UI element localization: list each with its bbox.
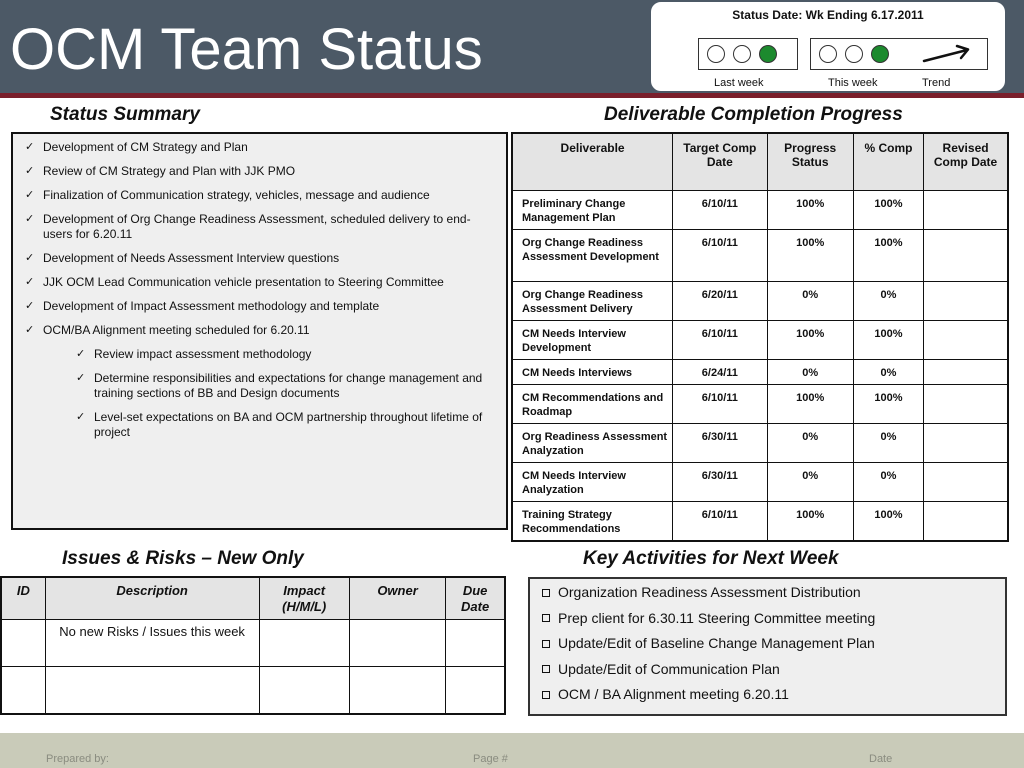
table-row xyxy=(1,667,505,715)
checkmark-icon: ✓ xyxy=(25,213,35,225)
target-date: 6/24/11 xyxy=(673,360,767,385)
issues-risks-title: Issues & Risks – New Only xyxy=(62,548,304,569)
footer-page-number: Page # xyxy=(473,753,508,765)
percent-comp: 100% xyxy=(853,385,923,424)
revised-date xyxy=(924,360,1008,385)
percent-comp: 0% xyxy=(853,360,923,385)
summary-item-text: JJK OCM Lead Communication vehicle presentation to Steering Committee xyxy=(43,275,444,289)
issue-due-date xyxy=(446,620,505,667)
summary-item xyxy=(25,299,496,314)
checkmark-icon: ✓ xyxy=(25,165,35,177)
target-date: 6/10/11 xyxy=(673,385,767,424)
issues-table xyxy=(0,576,506,715)
table-row xyxy=(512,385,1008,424)
issue-description: No new Risks / Issues this week xyxy=(45,620,259,667)
header-id: ID xyxy=(1,577,45,620)
checkmark-icon: ✓ xyxy=(25,141,35,153)
deliverable-name: Org Change Readiness Assessment Development xyxy=(512,230,673,282)
table-row xyxy=(1,620,505,667)
checkbox-bullet-icon xyxy=(542,614,550,622)
summary-item-text: Development of Impact Assessment methodology and template xyxy=(43,299,380,313)
summary-item-text: Determine responsibilities and expectations for change management and training sections of BB and Design documents xyxy=(94,371,483,400)
checkbox-bullet-icon xyxy=(542,589,550,597)
progress-status: 100% xyxy=(767,385,853,424)
footer-bar xyxy=(0,733,1024,768)
trend-label: Trend xyxy=(922,77,951,89)
status-summary-box xyxy=(11,132,508,530)
revised-date xyxy=(924,424,1008,463)
header-target-date: Target Comp Date xyxy=(673,133,767,191)
revised-date xyxy=(924,282,1008,321)
percent-comp: 0% xyxy=(853,463,923,502)
summary-item xyxy=(76,371,496,401)
issue-id xyxy=(1,620,45,667)
target-date: 6/30/11 xyxy=(673,424,767,463)
issue-impact xyxy=(259,620,349,667)
checkmark-icon: ✓ xyxy=(76,411,86,423)
table-row xyxy=(512,282,1008,321)
header-impact: Impact (H/M/L) xyxy=(259,577,349,620)
activity-text: Organization Readiness Assessment Distribution xyxy=(558,584,861,600)
last-week-light-3-icon xyxy=(759,45,777,63)
issue-impact xyxy=(259,667,349,715)
revised-date xyxy=(924,191,1008,230)
target-date: 6/10/11 xyxy=(673,191,767,230)
target-date: 6/10/11 xyxy=(673,230,767,282)
summary-item-text: Review impact assessment methodology xyxy=(94,347,312,361)
checkmark-icon: ✓ xyxy=(25,300,35,312)
summary-item-text: Finalization of Communication strategy, vehicles, message and audience xyxy=(43,188,430,202)
last-week-light-1-icon xyxy=(707,45,725,63)
key-activities-list xyxy=(542,584,997,703)
checkbox-bullet-icon xyxy=(542,665,550,673)
deliverable-name: Org Change Readiness Assessment Delivery xyxy=(512,282,673,321)
revised-date xyxy=(924,502,1008,542)
checkmark-icon: ✓ xyxy=(76,348,86,360)
deliverable-progress-title: Deliverable Completion Progress xyxy=(604,104,903,125)
revised-date xyxy=(924,321,1008,360)
activity-text: Update/Edit of Communication Plan xyxy=(558,660,780,677)
summary-item xyxy=(76,347,496,362)
last-week-lights xyxy=(698,38,798,70)
this-week-lights xyxy=(810,38,988,70)
percent-comp: 100% xyxy=(853,502,923,542)
deliverable-name: CM Needs Interview Development xyxy=(512,321,673,360)
checkmark-icon: ✓ xyxy=(76,372,86,384)
table-row xyxy=(512,502,1008,542)
table-row xyxy=(512,191,1008,230)
issue-owner xyxy=(349,620,445,667)
checkbox-bullet-icon xyxy=(542,640,550,648)
summary-item xyxy=(25,188,496,203)
percent-comp: 100% xyxy=(853,321,923,360)
progress-status: 100% xyxy=(767,321,853,360)
activity-text: OCM / BA Alignment meeting 6.20.11 xyxy=(558,686,789,703)
progress-status: 0% xyxy=(767,463,853,502)
last-week-light-2-icon xyxy=(733,45,751,63)
list-item xyxy=(542,661,997,678)
target-date: 6/10/11 xyxy=(673,321,767,360)
summary-item-text: Development of Org Change Readiness Assessment, scheduled delivery to end-users for 6.20.11 xyxy=(43,212,471,241)
deliverables-table xyxy=(511,132,1009,542)
percent-comp: 100% xyxy=(853,230,923,282)
table-row xyxy=(512,360,1008,385)
list-item xyxy=(542,584,997,601)
target-date: 6/20/11 xyxy=(673,282,767,321)
issues-header-row xyxy=(1,577,505,620)
target-date: 6/10/11 xyxy=(673,502,767,542)
activity-text: Update/Edit of Baseline Change Management Plan xyxy=(558,635,875,652)
status-date: Status Date: Wk Ending 6.17.2011 xyxy=(732,8,924,22)
progress-status: 100% xyxy=(767,230,853,282)
header-progress-status: Progress Status xyxy=(767,133,853,191)
percent-comp: 100% xyxy=(853,191,923,230)
last-week-label: Last week xyxy=(714,77,764,89)
progress-status: 100% xyxy=(767,191,853,230)
summary-item xyxy=(25,323,496,338)
this-week-light-3-icon xyxy=(871,45,889,63)
table-row xyxy=(512,424,1008,463)
deliverables-header-row xyxy=(512,133,1008,191)
checkmark-icon: ✓ xyxy=(25,189,35,201)
progress-status: 100% xyxy=(767,502,853,542)
deliverable-name: CM Needs Interviews xyxy=(512,360,673,385)
summary-item xyxy=(25,140,496,155)
percent-comp: 0% xyxy=(853,282,923,321)
deliverable-name: CM Recommendations and Roadmap xyxy=(512,385,673,424)
issue-due-date xyxy=(446,667,505,715)
summary-item-text: Development of Needs Assessment Interview questions xyxy=(43,251,340,265)
summary-item xyxy=(25,275,496,290)
table-row xyxy=(512,463,1008,502)
footer-date: Date xyxy=(869,753,893,765)
issue-owner xyxy=(349,667,445,715)
header-percent-comp: % Comp xyxy=(853,133,923,191)
deliverable-name: CM Needs Interview Analyzation xyxy=(512,463,673,502)
header-deliverable: Deliverable xyxy=(512,133,673,191)
target-date: 6/30/11 xyxy=(673,463,767,502)
progress-status: 0% xyxy=(767,424,853,463)
deliverable-name: Org Readiness Assessment Analyzation xyxy=(512,424,673,463)
deliverable-name: Training Strategy Recommendations xyxy=(512,502,673,542)
header-description: Description xyxy=(45,577,259,620)
summary-item xyxy=(25,212,496,242)
summary-item-text: Review of CM Strategy and Plan with JJK PMO xyxy=(43,164,296,178)
activity-text: Prep client for 6.30.11 Steering Committee meeting xyxy=(558,609,876,626)
percent-comp: 0% xyxy=(853,424,923,463)
summary-item-text: Level-set expectations on BA and OCM partnership throughout lifetime of project xyxy=(94,410,483,439)
revised-date xyxy=(924,385,1008,424)
list-item xyxy=(542,610,997,627)
status-summary-title: Status Summary xyxy=(50,104,200,125)
table-row xyxy=(512,230,1008,282)
table-row xyxy=(512,321,1008,360)
header-owner: Owner xyxy=(349,577,445,620)
this-week-light-2-icon xyxy=(845,45,863,63)
header-due-date: Due Date xyxy=(446,577,505,620)
progress-status: 0% xyxy=(767,360,853,385)
list-item xyxy=(542,686,997,703)
this-week-light-1-icon xyxy=(819,45,837,63)
list-item xyxy=(542,635,997,652)
summary-item-text: OCM/BA Alignment meeting scheduled for 6.20.11 xyxy=(43,323,310,337)
header-accent-line xyxy=(0,93,1024,98)
header-revised-date: Revised Comp Date xyxy=(924,133,1008,191)
deliverable-name: Preliminary Change Management Plan xyxy=(512,191,673,230)
progress-status: 0% xyxy=(767,282,853,321)
issue-id xyxy=(1,667,45,715)
footer-prepared-by: Prepared by: xyxy=(46,753,109,765)
status-indicator-box xyxy=(649,0,1007,93)
issue-description xyxy=(45,667,259,715)
revised-date xyxy=(924,230,1008,282)
key-activities-title: Key Activities for Next Week xyxy=(583,548,839,569)
checkbox-bullet-icon xyxy=(542,691,550,699)
this-week-label: This week xyxy=(828,77,878,89)
checkmark-icon: ✓ xyxy=(25,252,35,264)
summary-item xyxy=(25,164,496,179)
status-summary-list xyxy=(25,140,496,440)
key-activities-box xyxy=(528,577,1007,716)
summary-item xyxy=(76,410,496,440)
checkmark-icon: ✓ xyxy=(25,324,35,336)
summary-item xyxy=(25,251,496,266)
checkmark-icon: ✓ xyxy=(25,276,35,288)
trend-arrow-icon xyxy=(921,42,977,66)
summary-item-text: Development of CM Strategy and Plan xyxy=(43,140,248,154)
page-title: OCM Team Status xyxy=(10,17,483,82)
revised-date xyxy=(924,463,1008,502)
